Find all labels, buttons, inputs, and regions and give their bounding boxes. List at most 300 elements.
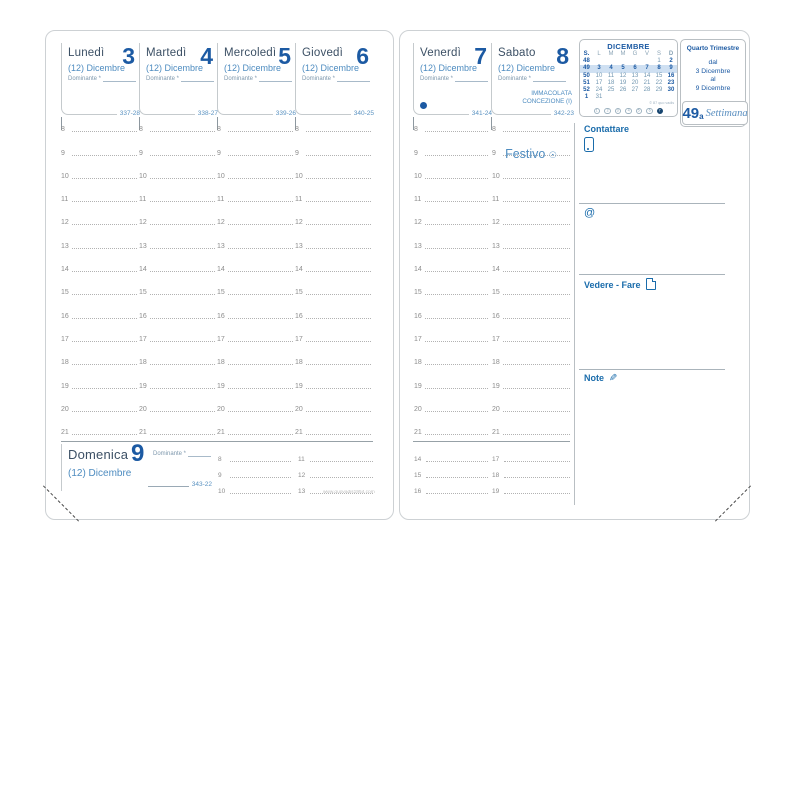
calendar-day-cell: 29 xyxy=(655,86,663,93)
circled-number-marker xyxy=(625,108,632,115)
calendar-day-cell: 20 xyxy=(631,79,639,86)
hour-line xyxy=(228,411,293,412)
hour-number: 8 xyxy=(492,126,496,134)
hour-line xyxy=(150,248,215,249)
hour-row xyxy=(414,447,488,463)
hour-row xyxy=(492,297,570,320)
day-name: Venerdì xyxy=(420,47,462,59)
mini-calendar-grid xyxy=(580,51,677,101)
hour-number: 10 xyxy=(217,172,225,180)
marker-number: 4 xyxy=(627,108,630,113)
calendar-day-cell: 31 xyxy=(595,94,603,101)
hour-row xyxy=(217,414,293,437)
hour-line xyxy=(306,294,371,295)
hour-row xyxy=(492,181,570,204)
hour-number: 14 xyxy=(61,266,69,274)
hour-number: 21 xyxy=(139,429,147,437)
marker-number: 7 xyxy=(658,108,662,113)
hour-line xyxy=(72,388,137,389)
hour-line xyxy=(503,434,570,435)
hour-row xyxy=(492,391,570,414)
calendar-day-cell: 14 xyxy=(643,72,651,79)
hour-line xyxy=(72,341,137,342)
hour-number: 21 xyxy=(61,429,69,437)
hour-line xyxy=(230,493,291,494)
hour-row xyxy=(414,463,488,479)
hour-row xyxy=(295,134,371,157)
section-line xyxy=(579,203,725,204)
hour-line xyxy=(503,294,570,295)
dominante-line xyxy=(533,76,566,82)
hour-row xyxy=(298,463,373,479)
hour-line xyxy=(504,493,570,494)
hour-row xyxy=(139,111,215,134)
hour-row xyxy=(139,204,215,227)
day-header xyxy=(413,43,490,115)
hour-line xyxy=(306,318,371,319)
day-header xyxy=(295,43,372,115)
calendar-day-cell: 22 xyxy=(655,79,663,86)
calendar-day-cell xyxy=(617,94,629,101)
calendar-day-cell: 6 xyxy=(633,65,637,72)
hour-line xyxy=(503,411,570,412)
hour-number: 10 xyxy=(61,172,69,180)
hour-row xyxy=(139,321,215,344)
hour-number: 14 xyxy=(414,456,422,463)
week-number-cell: 48 xyxy=(583,58,590,65)
sunday-month-label: (12) Dicembre xyxy=(68,468,132,479)
calendar-day-cell: 21 xyxy=(643,79,651,86)
hour-number: 19 xyxy=(139,382,147,390)
day-month-label: (12) Dicembre xyxy=(302,63,360,73)
week-number-cell: 49 xyxy=(583,65,590,72)
hour-number: 18 xyxy=(492,359,500,367)
hour-number: 9 xyxy=(218,472,222,479)
hour-number: 11 xyxy=(139,196,147,204)
trimester-title: Quarto Trimestre xyxy=(686,45,740,52)
hour-line xyxy=(310,461,373,462)
hour-number: 12 xyxy=(217,219,225,227)
hour-row xyxy=(298,447,373,463)
day-month-label: (12) Dicembre xyxy=(146,63,204,73)
range-al: al xyxy=(710,76,716,83)
hour-line xyxy=(425,434,488,435)
hour-row xyxy=(492,344,570,367)
hour-row xyxy=(139,297,215,320)
hour-row xyxy=(61,204,137,227)
hour-row xyxy=(414,158,488,181)
hour-row xyxy=(217,297,293,320)
calendar-week-row xyxy=(580,80,677,87)
calendar-day-cell: 30 xyxy=(667,86,675,93)
hour-row xyxy=(492,367,570,390)
week-word: Settimana xyxy=(705,107,748,119)
hour-row xyxy=(414,204,488,227)
calendar-week-row xyxy=(580,65,677,72)
hour-number: 13 xyxy=(298,488,306,495)
hour-number: 13 xyxy=(295,242,303,250)
hour-number: 8 xyxy=(295,126,299,134)
day-header xyxy=(217,43,294,115)
hour-row xyxy=(414,111,488,134)
calendar-header-cell: L xyxy=(597,51,601,57)
calendar-day-cell: 28 xyxy=(643,86,651,93)
hour-line xyxy=(425,411,488,412)
day-number: 8 xyxy=(556,43,569,69)
calendar-day-cell: 9 xyxy=(669,65,673,72)
marker-number: 3 xyxy=(616,108,620,113)
dominante-line xyxy=(188,451,211,457)
hour-number: 8 xyxy=(218,456,222,463)
hour-number: 9 xyxy=(139,149,143,157)
festivo-text: Festivo xyxy=(505,147,546,161)
hour-row xyxy=(492,321,570,344)
hour-line xyxy=(228,271,293,272)
hour-number: 16 xyxy=(217,312,225,320)
hour-row xyxy=(295,344,371,367)
hour-number: 11 xyxy=(298,456,305,463)
hour-line xyxy=(503,131,570,132)
calendar-day-cell: 26 xyxy=(619,86,627,93)
hour-row xyxy=(217,251,293,274)
trimester-range xyxy=(681,59,745,93)
hour-row xyxy=(139,251,215,274)
hour-number: 8 xyxy=(61,126,65,134)
hour-row xyxy=(61,391,137,414)
hour-line xyxy=(72,411,137,412)
calendar-day-cell: 16 xyxy=(667,72,675,79)
hour-row xyxy=(61,227,137,250)
hour-line xyxy=(425,388,488,389)
calendar-header-cell: G xyxy=(632,51,638,57)
hour-row xyxy=(139,391,215,414)
hour-line xyxy=(306,224,371,225)
dominante-line xyxy=(337,76,370,82)
hour-row xyxy=(217,111,293,134)
calendar-day-cell: 1 xyxy=(657,58,661,65)
hour-line xyxy=(228,388,293,389)
calendar-header-cell: S xyxy=(656,51,661,57)
day-month-label: (12) Dicembre xyxy=(498,63,556,73)
sunday-dominante-label xyxy=(153,451,211,457)
hour-column xyxy=(414,447,488,495)
calendar-day-cell xyxy=(653,94,665,101)
hour-line xyxy=(72,178,137,179)
circled-number-marker xyxy=(646,108,653,115)
hour-line xyxy=(503,271,570,272)
hour-line xyxy=(310,477,373,478)
calendar-day-cell: 5 xyxy=(621,65,625,72)
calendar-day-cell xyxy=(593,58,605,65)
day-name: Mercoledì xyxy=(224,47,277,59)
hour-row xyxy=(217,158,293,181)
hour-row xyxy=(139,344,215,367)
hour-number: 18 xyxy=(139,359,147,367)
hour-line xyxy=(150,271,215,272)
hour-row xyxy=(295,297,371,320)
hour-number: 8 xyxy=(139,126,143,134)
hour-line xyxy=(425,224,488,225)
day-month-label: (12) Dicembre xyxy=(224,63,282,73)
hour-line xyxy=(72,271,137,272)
hour-row xyxy=(217,181,293,204)
hour-line xyxy=(72,131,137,132)
hour-line xyxy=(306,201,371,202)
vedere-fare-heading xyxy=(584,278,656,290)
hour-number: 9 xyxy=(492,149,496,157)
hour-line xyxy=(228,318,293,319)
dominante-text: Dominante * xyxy=(302,76,336,82)
hour-number: 10 xyxy=(492,172,500,180)
hour-line xyxy=(228,294,293,295)
hour-number: 10 xyxy=(139,172,147,180)
hour-line xyxy=(228,341,293,342)
day-of-year-counter: 340-25 xyxy=(351,110,374,118)
hour-row xyxy=(217,391,293,414)
notepad-icon xyxy=(646,278,656,290)
hour-number: 9 xyxy=(295,149,299,157)
hour-number: 16 xyxy=(295,312,303,320)
hour-number: 8 xyxy=(414,126,418,134)
hour-number: 11 xyxy=(414,196,422,204)
calendar-week-row xyxy=(580,94,677,101)
hour-number: 9 xyxy=(61,149,65,157)
calendar-day-cell: 11 xyxy=(607,72,615,79)
hour-line xyxy=(504,477,570,478)
hour-row xyxy=(492,204,570,227)
week-number-cell: 50 xyxy=(583,72,590,79)
hour-number: 15 xyxy=(414,289,422,297)
calendar-day-cell: 23 xyxy=(667,79,675,86)
dominante-label xyxy=(140,73,214,82)
calendar-day-cell xyxy=(605,94,617,101)
hour-number: 9 xyxy=(217,149,221,157)
hour-row xyxy=(295,274,371,297)
hour-line xyxy=(228,224,293,225)
hour-row xyxy=(295,391,371,414)
vedere-fare-text: Vedere - Fare xyxy=(584,280,641,290)
hour-row xyxy=(139,274,215,297)
circled-number-marker xyxy=(594,108,601,115)
hour-line xyxy=(230,461,291,462)
hour-number: 11 xyxy=(295,196,303,204)
hour-row xyxy=(217,227,293,250)
hour-line xyxy=(503,388,570,389)
day-name: Giovedì xyxy=(302,47,344,59)
calendar-header-cell: M xyxy=(608,51,614,57)
hour-row xyxy=(139,227,215,250)
calendar-week-row xyxy=(580,58,677,65)
calendar-day-cell: 24 xyxy=(595,86,603,93)
hour-column xyxy=(139,111,215,437)
hour-row xyxy=(492,463,570,479)
calendar-day-cell: 17 xyxy=(595,79,603,86)
marker-number: 5 xyxy=(637,108,641,113)
counter-value: 343-22 xyxy=(191,481,212,488)
hour-number: 20 xyxy=(217,405,225,413)
hour-number: 16 xyxy=(414,312,422,320)
hour-line xyxy=(425,201,488,202)
day-name: Martedì xyxy=(146,47,187,59)
hour-row xyxy=(61,251,137,274)
hour-row xyxy=(492,274,570,297)
calendar-day-cell: 18 xyxy=(607,79,615,86)
hour-row xyxy=(492,158,570,181)
hour-row xyxy=(217,321,293,344)
hour-column xyxy=(218,447,291,495)
hour-line xyxy=(150,155,215,156)
hour-row xyxy=(492,111,570,134)
week-number-box xyxy=(682,101,748,125)
calendar-day-cell xyxy=(641,58,653,65)
hour-line xyxy=(150,131,215,132)
hour-row xyxy=(61,414,137,437)
hour-line xyxy=(228,178,293,179)
hour-number: 16 xyxy=(492,312,500,320)
trimester-box xyxy=(680,39,746,127)
hour-number: 21 xyxy=(217,429,225,437)
hour-row xyxy=(414,321,488,344)
hour-row xyxy=(295,321,371,344)
hour-row xyxy=(414,274,488,297)
hour-row xyxy=(218,463,291,479)
calendar-header-cell: D xyxy=(668,51,674,57)
hour-row xyxy=(492,414,570,437)
phone-icon xyxy=(584,137,594,152)
range-end: 9 Dicembre xyxy=(695,84,731,92)
hour-number: 17 xyxy=(492,335,500,343)
hour-row xyxy=(295,251,371,274)
hour-line xyxy=(426,477,488,478)
day-month-label: (12) Dicembre xyxy=(68,63,126,73)
hour-line xyxy=(425,178,488,179)
day-grid-end-line xyxy=(61,441,373,442)
day-of-year-counter: 341-24 xyxy=(469,110,492,118)
sunday-divider xyxy=(61,444,62,491)
section-line xyxy=(579,369,725,370)
dominante-text: Dominante * xyxy=(224,76,258,82)
calendar-day-cell: 4 xyxy=(609,65,613,72)
hour-number: 10 xyxy=(414,172,422,180)
email-at-icon: @ xyxy=(584,207,596,219)
sunday-day-counter xyxy=(148,481,212,488)
hour-line xyxy=(503,201,570,202)
hour-row xyxy=(217,274,293,297)
circled-number-marker xyxy=(615,108,622,115)
hour-number: 10 xyxy=(218,488,226,495)
holiday-line: IMMACOLATA xyxy=(531,90,572,97)
hour-number: 15 xyxy=(492,289,500,297)
day-number: 4 xyxy=(200,43,213,69)
hour-line xyxy=(425,155,488,156)
hour-line xyxy=(503,248,570,249)
hour-row xyxy=(218,479,291,495)
week-number-cell: 51 xyxy=(583,79,590,86)
calendar-day-cell xyxy=(629,58,641,65)
mini-calendar-markers xyxy=(580,108,677,115)
day-number: 3 xyxy=(122,43,135,69)
contattare-heading xyxy=(584,124,629,134)
hour-row xyxy=(61,344,137,367)
hour-row xyxy=(218,447,291,463)
counter-line xyxy=(148,486,189,487)
hour-number: 17 xyxy=(139,335,147,343)
hour-number: 13 xyxy=(414,242,422,250)
hour-number: 15 xyxy=(61,289,69,297)
right-page xyxy=(399,30,750,520)
hour-row xyxy=(414,367,488,390)
dominante-text: Dominante * xyxy=(153,451,187,457)
hour-number: 18 xyxy=(492,472,500,479)
hour-number: 14 xyxy=(217,266,225,274)
hour-number: 17 xyxy=(61,335,69,343)
hour-line xyxy=(306,131,371,132)
contattare-text: Contattare xyxy=(584,124,630,134)
dominante-line xyxy=(103,76,136,82)
hour-number: 14 xyxy=(295,266,303,274)
sunday-name: Domenica xyxy=(68,447,129,462)
hour-line xyxy=(150,434,215,435)
day-of-year-counter: 338-27 xyxy=(195,110,218,118)
footer-url: www.quovadis1954.com xyxy=(323,490,375,495)
hour-number: 10 xyxy=(295,172,303,180)
day-number: 6 xyxy=(356,43,369,69)
hour-line xyxy=(306,155,371,156)
hour-row xyxy=(492,227,570,250)
hour-line xyxy=(306,341,371,342)
calendar-day-cell: 19 xyxy=(619,79,627,86)
marker-number: 2 xyxy=(606,108,609,113)
circled-number-marker xyxy=(604,108,611,115)
hour-row xyxy=(414,181,488,204)
left-page xyxy=(45,30,394,520)
hour-line xyxy=(72,201,137,202)
hour-number: 12 xyxy=(414,219,422,227)
hour-number: 20 xyxy=(414,405,422,413)
pencil-icon: ✎ xyxy=(609,373,618,384)
hour-line xyxy=(426,493,488,494)
hour-number: 20 xyxy=(139,405,147,413)
hour-number: 19 xyxy=(61,382,69,390)
dominante-line xyxy=(259,76,292,82)
hour-row xyxy=(414,479,488,495)
hour-line xyxy=(150,364,215,365)
hour-row xyxy=(295,204,371,227)
hour-number: 21 xyxy=(295,429,303,437)
hour-number: 18 xyxy=(61,359,69,367)
week-number: 49 xyxy=(682,104,700,122)
hour-number: 18 xyxy=(295,359,303,367)
calendar-day-cell xyxy=(617,58,629,65)
hour-row xyxy=(295,111,371,134)
hour-line xyxy=(228,364,293,365)
calendar-header-cell: M xyxy=(620,51,626,57)
sidebar-divider xyxy=(574,123,575,505)
hour-row xyxy=(61,367,137,390)
day-number: 5 xyxy=(278,43,291,69)
hour-row xyxy=(139,414,215,437)
calendar-day-cell: 7 xyxy=(645,65,649,72)
hour-line xyxy=(150,178,215,179)
hour-number: 13 xyxy=(492,242,500,250)
range-start: 3 Dicembre xyxy=(695,67,731,75)
hour-number: 15 xyxy=(414,472,422,479)
hour-number: 13 xyxy=(139,242,147,250)
hour-row xyxy=(61,297,137,320)
hour-line xyxy=(425,364,488,365)
hour-number: 16 xyxy=(414,488,422,495)
hour-row xyxy=(414,391,488,414)
